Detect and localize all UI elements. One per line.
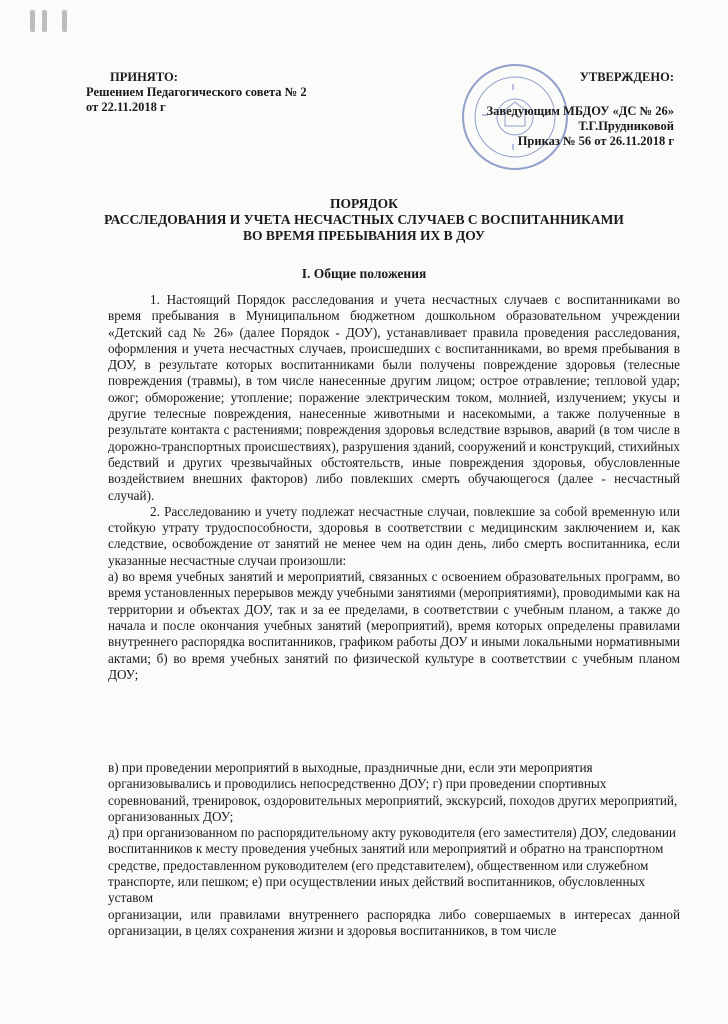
accepted-block	[86, 70, 307, 115]
title-line: ВО ВРЕМЯ ПРЕБЫВАНИЯ ИХ В ДОУ	[243, 228, 485, 243]
paragraph: д) при организованном по распорядительному акту руководителя (его заместителя) ДОУ, следовании воспитанников к месту проведения учебных занятий или мероприятий и обратно на транспортном средстве, предоставленном руководителем (его представителем), общественном или служебном транспорте, или пешком; е) при осуществлении иных действий воспитанников, обусловленных уставом	[108, 825, 676, 906]
paragraph: организации, или правилами внутреннего распорядка либо совершаемых в интересах данной организации, в целях сохранения жизни и здоровья воспитанников, в том числе	[108, 906, 680, 938]
binding-hole	[62, 10, 67, 32]
document-body-continued	[108, 760, 680, 939]
binding-hole	[30, 10, 35, 32]
paragraph: в) при проведении мероприятий в выходные, праздничные дни, если эти мероприятия организовывались и проводились непосредственно ДОУ; г) при проведении спортивных соревнований, тренировок, оздоровительных мероприятий, экскурсий, походов других мероприятий, организованных ДОУ;	[108, 760, 678, 824]
title-line: ПОРЯДОК	[330, 196, 398, 211]
head-title: Заведующим МБДОУ «ДС № 26»	[486, 104, 674, 118]
binding-hole	[42, 10, 47, 32]
section-heading: I. Общие положения	[301, 266, 427, 281]
approved-label: УТВЕРЖДЕНО:	[579, 70, 674, 84]
council-date: от 22.11.2018 г	[86, 100, 166, 114]
paragraph: а) во время учебных занятий и мероприятий, связанных с освоением образовательных программ, во время установленных перерывов между учебными занятиями (мероприятиями), проводимыми как на территории и объектах ДОУ, так и за ее пределами, в соответствии с учебным планом, а также до начала и после окончания учебных занятий (мероприятий), время которых определены правилами внутреннего распорядка воспитанников, графиком работы ДОУ и иными локальными нормативными актами; б) во время учебных занятий по физической культуре в соответствии с учебным планом ДОУ;	[108, 569, 680, 682]
order-line: Приказ № 56 от 26.11.2018 г	[517, 134, 674, 148]
council-decision: Решением Педагогического совета № 2	[86, 85, 307, 99]
approved-block	[487, 70, 674, 149]
title-line: РАССЛЕДОВАНИЯ И УЧЕТА НЕСЧАСТНЫХ СЛУЧАЕВ С ВОСПИТАННИКАМИ	[104, 212, 624, 227]
head-name: Т.Г.Прудниковой	[578, 119, 674, 133]
accepted-label: ПРИНЯТО:	[110, 70, 178, 84]
document-title	[0, 196, 728, 244]
document-body	[108, 292, 680, 683]
paragraph: 1. Настоящий Порядок расследования и учета несчастных случаев с воспитанниками во время пребывания в Муниципальном бюджетном дошкольном образовательном учреждении «Детский сад № 26» (далее Порядок - ДОУ), устанавливает правила проведения расследования, оформления и учета несчастных случаев, происшедших с воспитанниками, во время пребывания в ДОУ, в результате которых воспитанниками были получены повреждение здоровья (телесные повреждения (травмы), в том числе нанесенные другим лицом; острое отравление; тепловой удар; ожог; обморожение; утопление; поражение электрическим током, молнией, излучением; укусы и другие телесные повреждения, нанесенные животными и насекомыми, а также полученные в результате контакта с растениями; повреждения здоровья вследствие взрывов, аварий (в том числе в дорожно-транспортных происшествиях), разрушения зданий, сооружений и конструкций, стихийных бедствий и других чрезвычайных обстоятельств, иные повреждения здоровья, обусловленные воздействием внешних факторов) либо повлекших смерть обучающегося (далее - несчастный случай).	[108, 292, 680, 503]
paragraph: 2. Расследованию и учету подлежат несчастные случаи, повлекшие за собой временную или стойкую утрату трудоспособности, здоровья в соответствии с медицинским заключением и, как следствие, освобождение от занятий не менее чем на один день, либо смерть воспитанника, если указанные несчастные случаи произошли:	[108, 503, 680, 568]
